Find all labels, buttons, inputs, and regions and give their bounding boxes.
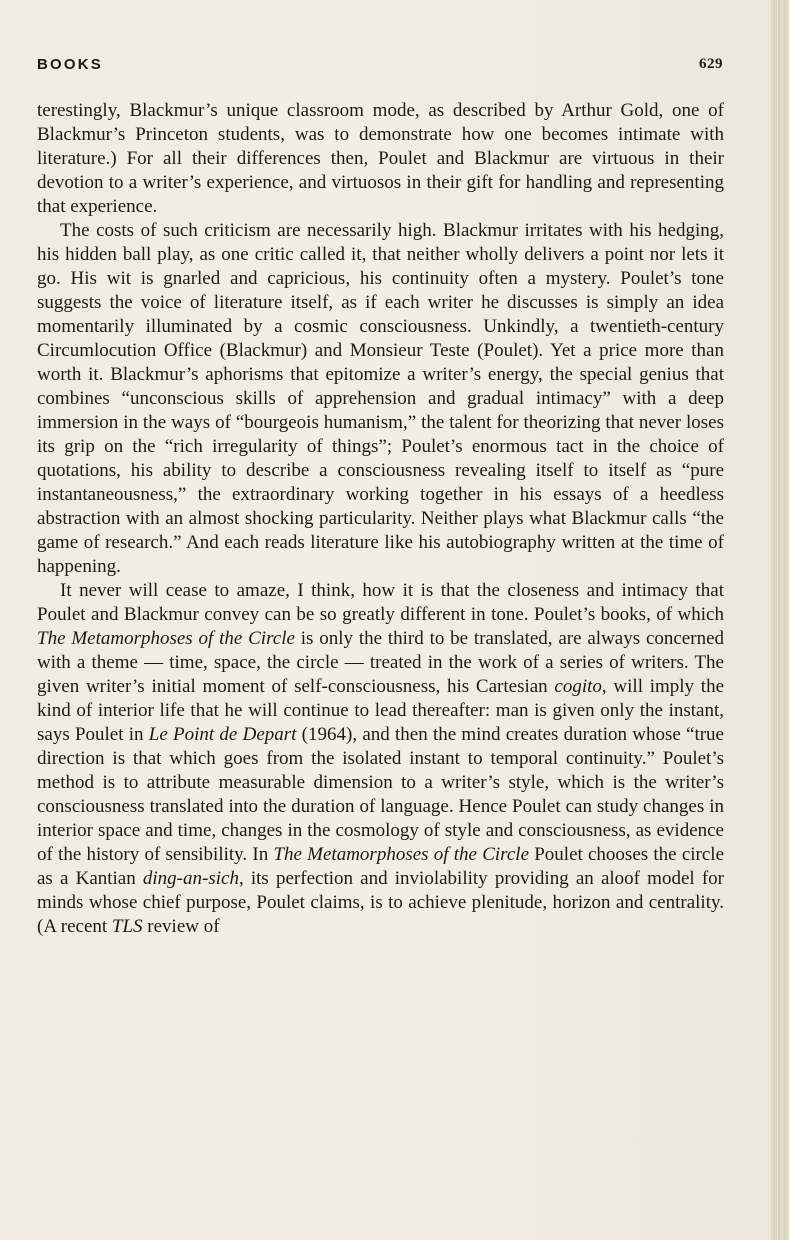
italic-term: ding-an-sich — [142, 868, 239, 889]
text-segment: review of — [142, 916, 220, 937]
text-segment: is only the third to be translated, are always concerned with a theme — time, space, the circle — treated in the work of a series of writers. The given writer’s initial moment of self-consciousness, his Cartesian — [37, 628, 724, 697]
book-title: Le Point de Depart — [148, 724, 297, 745]
running-head — [37, 56, 723, 78]
text-segment: , will imply the kind of interior life that he will continue to lead thereafter: man is given only the instant, says Poulet in — [37, 676, 725, 745]
paragraph-1 — [37, 99, 724, 219]
text-segment: Poulet chooses the circle as a Kantian — [37, 844, 725, 889]
body-text — [37, 99, 724, 939]
section-title: BOOKS — [37, 56, 104, 73]
text-segment: The costs of such criticism are necessarily high. Blackmur irritates with his hedging, his hidden ball play, as one critic called it, that neither wholly delivers a point nor lets it go. His wit is gnarled and capricious, his continuity often a mystery. Poulet’s tone suggests the voice of literature itself, as if each writer he discusses is simply an idea momentarily illuminated by a cosmic consciousness. Unkindly, a twentieth-century Circumlocution Office (Blackmur) and Monsieur Teste (Poulet). Yet a price more than worth it. Blackmur’s aphorisms that epitomize a writer’s energy, the special genius that combines “unconscious skills of apprehension and gradual intimacy” with a deep immersion in the ways of “bourgeois humanism,” the talent for theorizing that never loses its grip on the “rich irregularity of things”; Poulet’s enormous tact in the choice of quotations, his ability to describe a consciousness revealing itself to itself as “pure instantaneousness,” the extraordinary working together in his essays of a heedless abstraction with an almost shocking particularity. Neither plays what Blackmur calls “the game of research.” And each reads literature like his autobiography written at the time of happening. — [37, 220, 724, 577]
italic-term: cogito — [554, 676, 602, 697]
text-segment: (1964), and then the mind creates duration whose “true direction is that which goes from the isolated instant to temporal continuity.” Poulet’s method is to attribute measurable dimension to a writer’s style, which is the writer’s consciousness translated into the duration of language. Hence Poulet can study changes in interior space and time, changes in the cosmology of style and consciousness, as evidence of the history of sensibility. In — [37, 724, 724, 865]
text-segment: , its perfection and inviolability providing an aloof model for minds whose chief purpose, Poulet claims, is to achieve plenitude, horizon and centrality. (A recent — [37, 868, 724, 937]
page-number: 629 — [699, 56, 723, 72]
book-title: The Metamorphoses of the Circle — [273, 844, 529, 865]
publication-name: TLS — [111, 916, 143, 937]
paragraph-2 — [37, 219, 724, 579]
text-segment: It never will cease to amaze, I think, how it is that the closeness and intimacy that Poulet and Blackmur convey can be so greatly different in tone. Poulet’s books, of which — [37, 580, 724, 625]
book-spine-edge — [771, 0, 789, 1240]
text-segment: terestingly, Blackmur’s unique classroom mode, as described by Arthur Gold, one of Blackmur’s Princeton students, was to demonstrate how one becomes intimate with literature.) For all their differences then, Poulet and Blackmur are virtuous in their devotion to a writer’s experience, and virtuosos in their gift for handling and representing that experience. — [37, 100, 724, 217]
paragraph-3 — [37, 579, 724, 939]
book-title: The Metamorphoses of the Circle — [37, 628, 295, 649]
